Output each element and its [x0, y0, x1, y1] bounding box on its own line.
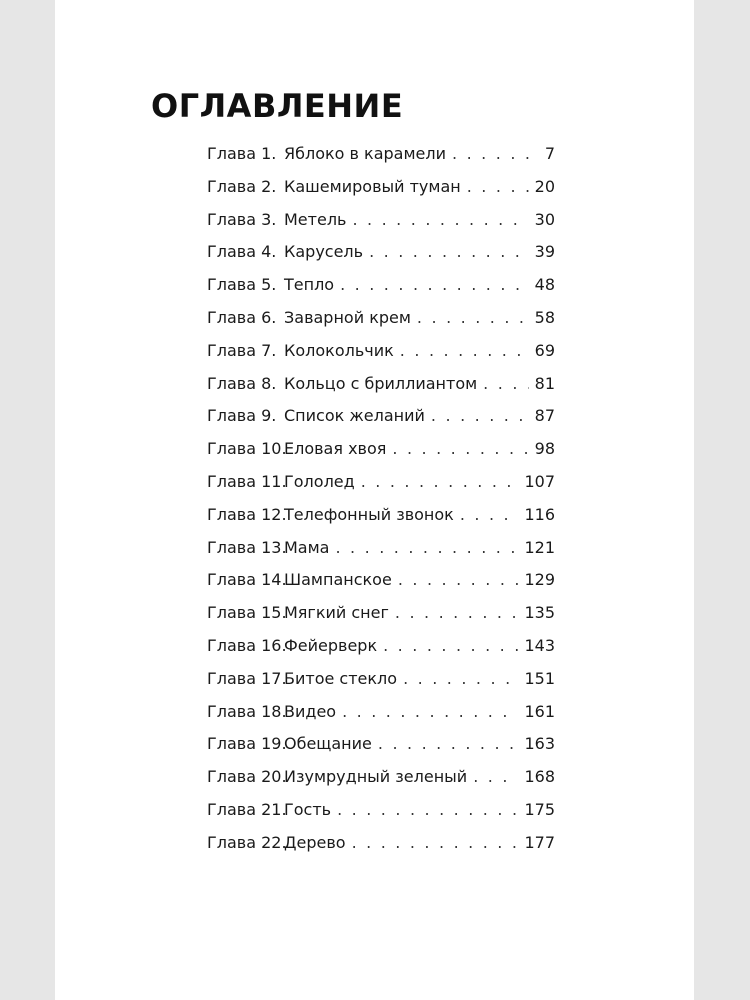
dot-leader	[403, 669, 518, 688]
toc-entry	[207, 439, 555, 472]
chapter-title: Гость	[284, 799, 332, 819]
chapter-title: Кашемировый туман	[284, 176, 461, 196]
chapter-label: Глава 14.	[207, 570, 287, 590]
dot-leader	[467, 177, 529, 196]
page-number: 58	[534, 307, 555, 327]
chapter-title: Мама	[284, 537, 330, 557]
chapter-title: Яблоко в карамели	[284, 144, 447, 163]
toc-entry	[207, 734, 555, 767]
dot-leader	[337, 800, 518, 819]
toc-entry	[207, 242, 555, 275]
page-number: 7	[544, 144, 555, 163]
dot-leader	[400, 341, 529, 360]
chapter-title: Фейерверк	[284, 635, 378, 655]
chapter-label: Глава 3.	[207, 209, 277, 229]
chapter-title: Мягкий снег	[284, 603, 389, 623]
chapter-label: Глава 12.	[207, 504, 287, 524]
page-number: 98	[534, 439, 555, 459]
chapter-label: Глава 15.	[207, 603, 287, 623]
chapter-title: Колокольчик	[284, 340, 394, 360]
chapter-title: Шампанское	[284, 570, 392, 590]
chapter-label: Глава 8.	[207, 373, 277, 393]
dot-leader	[392, 439, 528, 458]
chapter-title: Еловая хвоя	[284, 439, 387, 459]
dot-leader	[452, 144, 539, 163]
toc-title: ОГЛАВЛЕНИЕ	[151, 87, 404, 125]
toc-entry	[207, 308, 555, 341]
book-page	[55, 0, 694, 1000]
dot-leader	[378, 734, 519, 753]
toc-entry	[207, 177, 555, 210]
page-number: 129	[524, 570, 555, 590]
chapter-label: Глава 1.	[207, 144, 277, 163]
page-number: 48	[534, 275, 555, 295]
chapter-title: Битое стекло	[284, 668, 398, 688]
chapter-label: Глава 17.	[207, 668, 287, 688]
dot-leader	[340, 275, 529, 294]
page-number: 177	[524, 832, 555, 852]
toc-entry	[207, 210, 555, 243]
page-number: 20	[534, 176, 555, 196]
chapter-label: Глава 6.	[207, 307, 277, 327]
toc-entry	[207, 636, 555, 669]
page-number: 30	[534, 209, 555, 229]
dot-leader	[398, 570, 519, 589]
page-number: 81	[534, 373, 555, 393]
page-number: 107	[524, 471, 555, 491]
toc-list	[207, 144, 555, 866]
chapter-label: Глава 13.	[207, 537, 287, 557]
chapter-label: Глава 16.	[207, 635, 287, 655]
page-number: 69	[534, 340, 555, 360]
page-number: 161	[524, 701, 555, 721]
dot-leader	[460, 505, 519, 524]
toc-entry	[207, 472, 555, 505]
dot-leader	[342, 702, 518, 721]
chapter-title: Видео	[284, 701, 337, 721]
chapter-label: Глава 11.	[207, 471, 287, 491]
toc-entry	[207, 406, 555, 439]
toc-entry	[207, 341, 555, 374]
chapter-label: Глава 18.	[207, 701, 287, 721]
toc-entry	[207, 570, 555, 603]
chapter-title: Карусель	[284, 242, 364, 262]
chapter-title: Дерево	[284, 832, 346, 852]
dot-leader	[431, 406, 529, 425]
page-number: 116	[524, 504, 555, 524]
toc-entry	[207, 275, 555, 308]
chapter-title: Телефонный звонок	[284, 504, 454, 524]
chapter-label: Глава 22.	[207, 832, 287, 852]
page-number: 143	[524, 635, 555, 655]
dot-leader	[369, 242, 529, 261]
chapter-title: Список желаний	[284, 406, 425, 426]
page-number: 87	[534, 406, 555, 426]
chapter-title: Метель	[284, 209, 347, 229]
chapter-title: Гололед	[284, 471, 355, 491]
dot-leader	[361, 472, 519, 491]
toc-entry	[207, 603, 555, 636]
chapter-label: Глава 2.	[207, 176, 277, 196]
page-number: 121	[524, 537, 555, 557]
page-number: 151	[524, 668, 555, 688]
toc-entry	[207, 702, 555, 735]
toc-entry	[207, 538, 555, 571]
chapter-title: Заварной крем	[284, 307, 411, 327]
toc-entry	[207, 767, 555, 800]
toc-entry	[207, 374, 555, 407]
page-number: 135	[524, 603, 555, 623]
toc-entry	[207, 505, 555, 538]
chapter-label: Глава 4.	[207, 242, 277, 262]
chapter-label: Глава 20.	[207, 767, 287, 787]
chapter-label: Глава 19.	[207, 734, 287, 754]
chapter-title: Кольцо с бриллиантом	[284, 373, 478, 393]
chapter-title: Тепло	[284, 275, 335, 295]
chapter-title: Изумрудный зеленый	[284, 767, 468, 787]
chapter-label: Глава 7.	[207, 340, 277, 360]
dot-leader	[395, 603, 519, 622]
dot-leader	[335, 538, 518, 557]
page-number: 168	[524, 767, 555, 787]
toc-entry	[207, 669, 555, 702]
dot-leader	[473, 767, 518, 786]
page-number: 163	[524, 734, 555, 754]
chapter-label: Глава 21.	[207, 799, 287, 819]
chapter-label: Глава 10.	[207, 439, 287, 459]
dot-leader	[483, 374, 528, 393]
dot-leader	[352, 210, 528, 229]
dot-leader	[352, 833, 519, 852]
page-number: 175	[524, 799, 555, 819]
toc-entry	[207, 800, 555, 833]
toc-entry	[207, 833, 555, 866]
dot-leader	[417, 308, 529, 327]
chapter-label: Глава 9.	[207, 406, 277, 426]
toc-entry	[207, 144, 555, 177]
page-number: 39	[534, 242, 555, 262]
chapter-label: Глава 5.	[207, 275, 277, 295]
chapter-title: Обещание	[284, 734, 372, 754]
dot-leader	[383, 636, 518, 655]
